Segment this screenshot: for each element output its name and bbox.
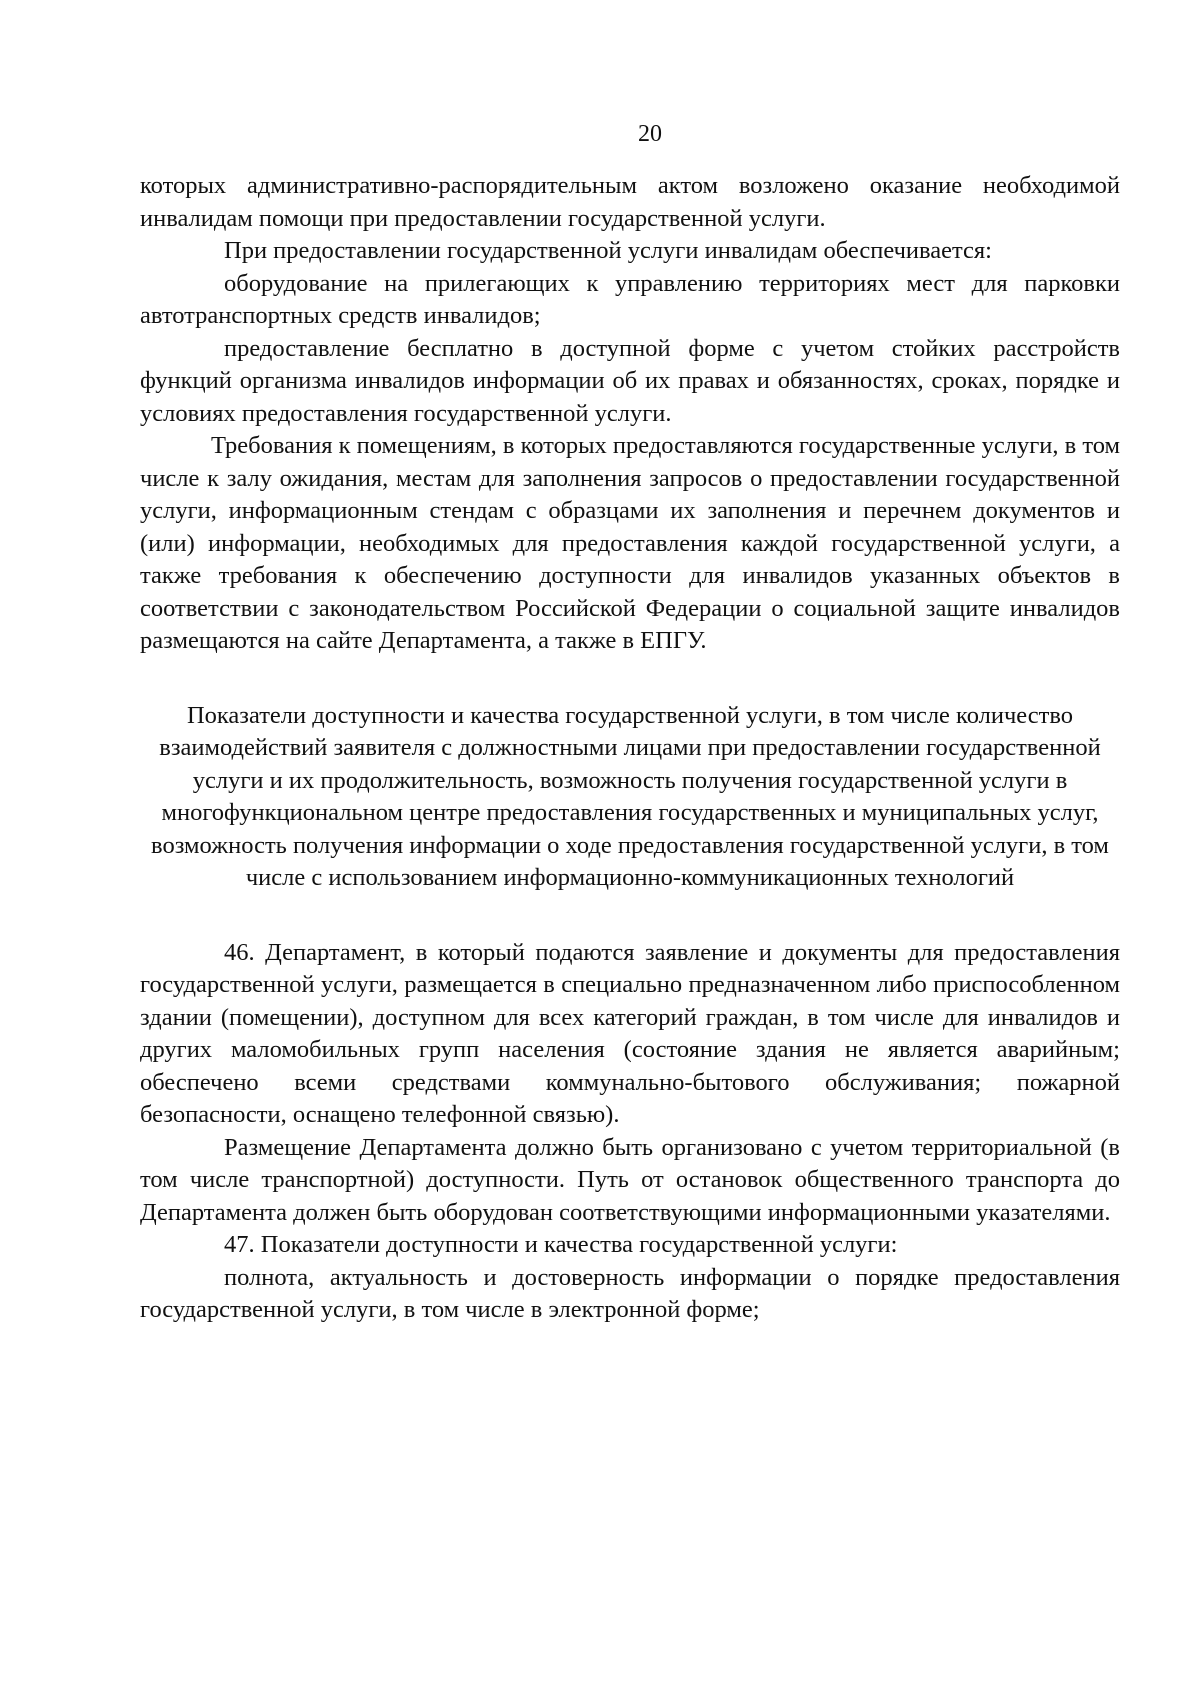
page-number: 20 bbox=[638, 121, 662, 147]
paragraph-continuation: которых административно-распорядительным актом возложено оказание необходимой инвалидам помощи при предоставлении государственной услуги. bbox=[140, 172, 1120, 232]
paragraph-accessibility-intro: При предоставлении государственной услуги инвалидам обеспечивается: bbox=[224, 237, 992, 264]
paragraph-47: 47. Показатели доступности и качества государственной услуги: bbox=[224, 1231, 898, 1258]
section-heading: Показатели доступности и качества государственной услуги, в том числе количество взаимодействий заявителя с должностными лицами при предоставлении государственной услуги и их продолжительность, возможность получения государственной услуги в многофункциональном центре предоставления государственных и муниципальных услуг, возможность получения информации о ходе предоставления государственной услуги, в том числе с использованием информационно-коммуникационных технологий bbox=[151, 701, 1109, 891]
paragraph-46: 46. Департамент, в который подаются заявление и документы для предоставления государственной услуги, размещается в специально предназначенном либо приспособленном здании (помещении), доступном для всех категорий граждан, в том числе для инвалидов и других маломобильных групп населения (состояние здания не является аварийным; обеспечено всеми средствами коммунально-бытового обслуживания; пожарной безопасности, оснащено телефонной связью). bbox=[140, 938, 1120, 1128]
paragraph-parking: оборудование на прилегающих к управлению территориях мест для парковки автотранспортных средств инвалидов; bbox=[140, 269, 1120, 329]
paragraph-premises-requirements: Требования к помещениям, в которых предоставляются государственные услуги, в том числе к залу ожидания, местам для заполнения запросов о предоставлении государственной услуги, информационным стендам с образцами их заполнения и перечнем документов и (или) информации, необходимых для предоставления каждой государственной услуги, а также требования к обеспечению доступности для инвалидов указанных объектов в соответствии с законодательством Российской Федерации о социальной защите инвалидов размещаются на сайте Департамента, а также в ЕПГУ. bbox=[140, 432, 1120, 654]
paragraph-completeness: полнота, актуальность и достоверность информации о порядке предоставления государственной услуги, в том числе в электронной форме; bbox=[140, 1263, 1120, 1323]
document-page bbox=[140, 118, 1120, 1327]
paragraph-information-free: предоставление бесплатно в доступной форме с учетом стойких расстройств функций организма инвалидов информации об их правах и обязанностях, сроках, порядке и условиях предоставления государственной услуги. bbox=[140, 334, 1120, 427]
paragraph-department-placement: Размещение Департамента должно быть организовано с учетом территориальной (в том числе транспортной) доступности. Путь от остановок общественного транспорта до Департамента должен быть оборудован соответствующими информационными указателями. bbox=[140, 1133, 1120, 1226]
